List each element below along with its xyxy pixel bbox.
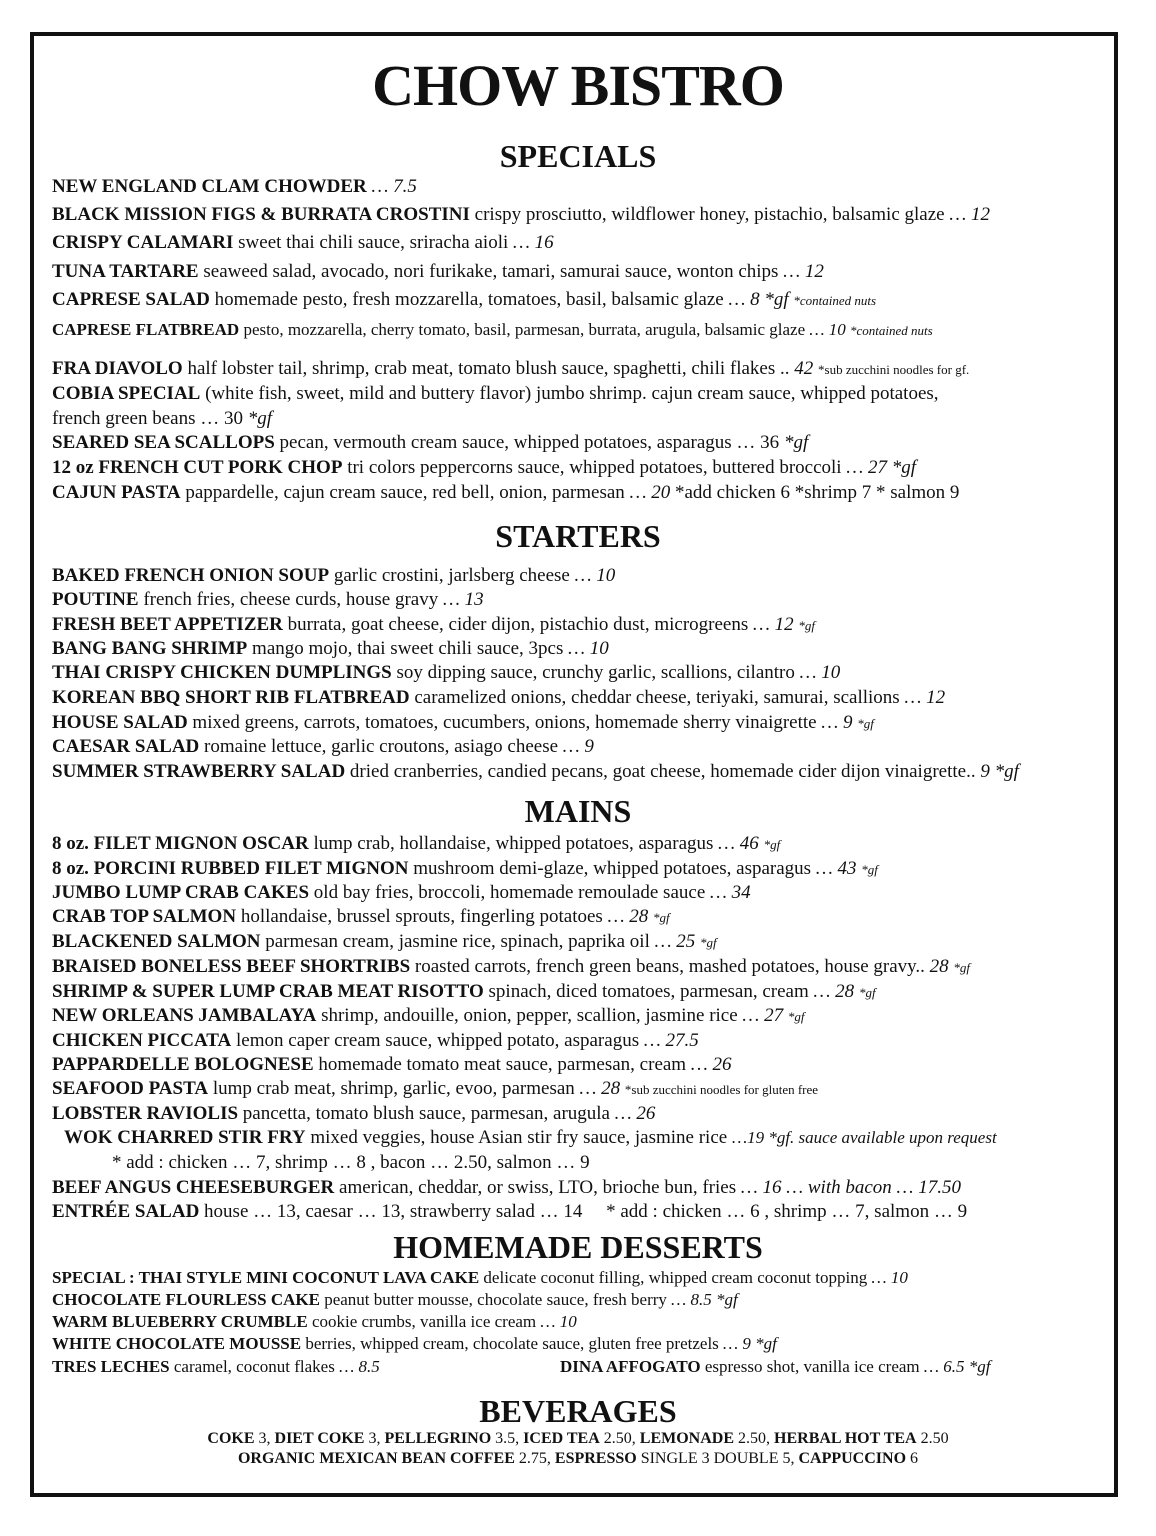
item-name: BAKED FRENCH ONION SOUP [52, 565, 330, 586]
item-name: CHOCOLATE FLOURLESS CAKE [52, 1290, 320, 1309]
item-price: … 27 *gf [846, 457, 917, 478]
menu-item [560, 1356, 990, 1378]
item-price: … 7.5 [371, 176, 417, 197]
item-price: … 8 *gf [728, 289, 789, 310]
item-desc: peanut butter mousse, chocolate sauce, fresh berry [324, 1290, 667, 1309]
menu-item [52, 261, 824, 283]
item-name: SUMMER STRAWBERRY SALAD [52, 761, 346, 782]
item-desc: spinach, diced tomatoes, parmesan, cream [488, 981, 809, 1002]
item-name: CRISPY CALAMARI [52, 232, 234, 253]
item-price: 28 [929, 956, 949, 977]
item-price: * add : chicken … 6 , shrimp … 7, salmon … 9 [606, 1201, 968, 1222]
beverage-price: SINGLE 3 DOUBLE 5, [640, 1450, 795, 1467]
item-name: ENTRÉE SALAD [52, 1201, 200, 1222]
menu-item [52, 712, 874, 735]
item-price: … 20 [629, 482, 671, 503]
item-price: … 10 [871, 1268, 908, 1287]
item-desc: pappardelle, cajun cream sauce, red bell, onion, parmesan [185, 482, 625, 503]
beverage-name: ORGANIC MEXICAN BEAN COFFEE [237, 1450, 515, 1467]
beverage-price: 3, [258, 1430, 271, 1447]
menu-item [52, 662, 840, 684]
section-title-starters: STARTERS [495, 518, 661, 554]
item-desc: homemade tomato meat sauce, parmesan, cream [318, 1054, 687, 1075]
item-desc: mushroom demi-glaze, whipped potatoes, asparagus [413, 858, 812, 879]
menu-item [52, 1289, 738, 1311]
item-desc: (white fish, sweet, mild and buttery flavor) jumbo shrimp. cajun cream sauce, whipped potatoes, [205, 383, 939, 404]
item-gf: *gf [857, 716, 874, 731]
item-name: SEAFOOD PASTA [52, 1078, 209, 1099]
menu-item [52, 614, 815, 637]
item-name: BLACKENED SALMON [52, 931, 261, 952]
item-price: … 8.5 *gf [671, 1290, 738, 1309]
item-note: *contained nuts [793, 293, 877, 308]
item-desc: shrimp, andouille, onion, pepper, scallion, jasmine rice [321, 1005, 738, 1026]
item-desc: parmesan cream, jasmine rice, spinach, paprika oil [265, 931, 650, 952]
item-note: *contained nuts [850, 323, 933, 338]
beverage-price: 3, [368, 1430, 381, 1447]
section-title-mains: MAINS [524, 793, 632, 829]
item-name: POUTINE [52, 589, 139, 610]
menu-item [52, 687, 945, 709]
item-note: *sub zucchini noodles for gf. [818, 362, 970, 377]
menu-item [52, 482, 959, 504]
item-price: *gf [783, 432, 809, 453]
item-name: DINA AFFOGATO [560, 1357, 701, 1376]
menu-item [52, 1005, 804, 1028]
item-price: *gf [247, 408, 273, 429]
item-desc: burrata, goat cheese, cider dijon, pistachio dust, microgreens [287, 614, 749, 635]
item-price: … 13 [442, 589, 484, 610]
item-desc: pecan, vermouth cream sauce, whipped potatoes, asparagus … 36 [279, 432, 780, 453]
item-price: … 46 [718, 833, 759, 854]
item-price: … 6.5 *gf [923, 1357, 991, 1376]
item-desc: dried cranberries, candied pecans, goat cheese, homemade cider dijon vinaigrette.. [349, 761, 976, 782]
beverage-name: ICED TEA [523, 1430, 600, 1447]
item-name: WOK CHARRED STIR FRY [64, 1127, 306, 1148]
menu-item [52, 457, 916, 479]
item-name: BRAISED BONELESS BEEF SHORTRIBS [52, 956, 411, 977]
item-price: … 16 … with bacon … 17.50 [740, 1177, 961, 1198]
menu-item [52, 358, 969, 381]
item-desc: crispy prosciutto, wildflower honey, pistachio, balsamic glaze [474, 204, 945, 225]
item-name: WHITE CHOCOLATE MOUSSE [52, 1334, 302, 1353]
item-gf: *gf [763, 837, 781, 852]
item-price: … 12 [904, 687, 946, 708]
item-desc: romaine lettuce, garlic croutons, asiago cheese [204, 736, 559, 757]
item-price: … 26 [614, 1103, 656, 1124]
item-desc: garlic crostini, jarlsberg cheese [333, 565, 570, 586]
menu-item [52, 1201, 967, 1223]
item-desc: hollandaise, brussel sprouts, fingerling potatoes [240, 906, 603, 927]
beverage-name: PELLEGRINO [384, 1430, 492, 1447]
item-name: CAPRESE SALAD [52, 289, 210, 310]
beverage-name: COKE [207, 1430, 255, 1447]
item-name: KOREAN BBQ SHORT RIB FLATBREAD [52, 687, 410, 708]
item-name: TRES LECHES [52, 1357, 170, 1376]
section-title-beverages: BEVERAGES [479, 1393, 677, 1429]
menu-item [52, 1311, 577, 1333]
item-price: … 10 [540, 1312, 577, 1331]
menu-item [52, 833, 780, 856]
beverage-name: DIET COKE [274, 1430, 365, 1447]
item-price: … 34 [710, 882, 751, 903]
menu-item [52, 1030, 699, 1052]
item-desc: lump crab, hollandaise, whipped potatoes, asparagus [313, 833, 714, 854]
menu-item-addons [112, 1152, 590, 1174]
menu-item [52, 1267, 908, 1289]
item-desc: french fries, cheese curds, house gravy [143, 589, 439, 610]
item-desc: * add : chicken … 7, shrimp … 8 , bacon … 2.50, salmon … 9 [112, 1152, 590, 1173]
item-price: … 10 [568, 638, 609, 659]
item-name: 8 oz. FILET MIGNON OSCAR [52, 833, 309, 854]
item-gf: *gf [953, 960, 971, 975]
item-name: LOBSTER RAVIOLIS [52, 1103, 239, 1124]
item-gf: *gf [700, 935, 717, 950]
item-price: … 16 [513, 232, 554, 253]
item-name: BANG BANG SHRIMP [52, 638, 248, 659]
restaurant-title: CHOW BISTRO [372, 53, 784, 118]
item-desc: cookie crumbs, vanilla ice cream [311, 1312, 537, 1331]
beverage-price: 2.50, [603, 1430, 636, 1447]
item-price: … 43 [815, 858, 857, 879]
item-desc: pancetta, tomato blush sauce, parmesan, arugula [242, 1103, 610, 1124]
item-name: HOUSE SALAD [52, 712, 188, 733]
item-desc: caramelized onions, cheddar cheese, teriyaki, samurai, scallions [414, 687, 900, 708]
beverage-name: LEMONADE [639, 1430, 735, 1447]
item-price: … 28 [813, 981, 855, 1002]
menu-item [64, 1127, 997, 1149]
menu-item [52, 906, 670, 929]
item-name: CAPRESE FLATBREAD [52, 320, 240, 339]
menu-item [52, 383, 939, 405]
menu-item [52, 956, 970, 979]
item-desc: tri colors peppercorns sauce, whipped potatoes, buttered broccoli [347, 457, 842, 478]
menu-item [52, 565, 615, 587]
item-price: … 9 *gf [723, 1334, 777, 1353]
item-price: … 28 [607, 906, 649, 927]
beverage-price: 2.75, [518, 1450, 551, 1467]
item-price: … 25 [654, 931, 696, 952]
item-name: CHICKEN PICCATA [52, 1030, 232, 1051]
item-desc: french green beans … 30 [52, 408, 243, 429]
item-desc: old bay fries, broccoli, homemade remoulade sauce [313, 882, 706, 903]
menu-item [52, 432, 808, 454]
item-name: CAESAR SALAD [52, 736, 200, 757]
menu-item [52, 761, 1019, 783]
item-name: NEW ENGLAND CLAM CHOWDER [52, 176, 367, 197]
item-desc: house … 13, caesar … 13, strawberry salad … 14 [204, 1201, 583, 1222]
beverage-line [0, 1430, 1156, 1448]
item-desc: mango mojo, thai sweet chili sauce, 3pcs [252, 638, 564, 659]
item-desc: delicate coconut filling, whipped cream coconut topping [483, 1268, 868, 1287]
section-title-desserts: HOMEMADE DESSERTS [393, 1229, 763, 1265]
item-gf: *gf [787, 1009, 805, 1024]
item-note: *sub zucchini noodles for gluten free [624, 1082, 819, 1097]
menu-item [52, 858, 878, 881]
item-desc: homemade pesto, fresh mozzarella, tomatoes, basil, balsamic glaze [214, 289, 724, 310]
menu-item [52, 1078, 818, 1101]
menu-item [52, 589, 484, 611]
item-name: CRAB TOP SALMON [52, 906, 237, 927]
item-price: … 27 [742, 1005, 784, 1026]
item-price: … 10 [809, 320, 846, 339]
menu-item [52, 931, 717, 954]
beverage-line [0, 1450, 1156, 1468]
item-gf: *gf [798, 618, 816, 633]
item-price: …19 *gf. sauce available upon request [731, 1128, 997, 1147]
item-desc: mixed veggies, house Asian stir fry sauce, jasmine rice [310, 1127, 728, 1148]
item-desc: sweet thai chili sauce, sriracha aioli [238, 232, 509, 253]
item-desc: lemon caper cream sauce, whipped potato, asparagus [236, 1030, 640, 1051]
item-note: *add chicken 6 *shrimp 7 * salmon 9 [674, 482, 960, 503]
beverage-price: 2.50 [920, 1430, 949, 1447]
menu-item-continued [52, 408, 272, 430]
menu-item [52, 232, 554, 254]
menu-item [52, 1103, 655, 1125]
item-gf: *gf [652, 910, 670, 925]
menu-item [52, 289, 876, 312]
item-price: … 26 [690, 1054, 732, 1075]
item-desc: half lobster tail, shrimp, crab meat, tomato blush sauce, spaghetti, chili flakes .. [187, 358, 790, 379]
beverage-price: 2.50, [738, 1430, 771, 1447]
item-desc: mixed greens, carrots, tomatoes, cucumbers, onions, homemade sherry vinaigrette [192, 712, 817, 733]
menu-item [52, 319, 933, 342]
item-name: TUNA TARTARE [52, 261, 199, 282]
menu-item [52, 176, 417, 198]
item-desc: caramel, coconut flakes [173, 1357, 335, 1376]
item-price: … 10 [574, 565, 616, 586]
item-name: BLACK MISSION FIGS & BURRATA CROSTINI [52, 204, 470, 225]
item-price: … 28 [579, 1078, 621, 1099]
item-name: SPECIAL : THAI STYLE MINI COCONUT LAVA CAKE [52, 1268, 480, 1287]
item-price: … 9 [562, 736, 594, 757]
menu-item [52, 1333, 777, 1355]
item-name: NEW ORLEANS JAMBALAYA [52, 1005, 317, 1026]
item-name: THAI CRISPY CHICKEN DUMPLINGS [52, 662, 392, 683]
item-price: … 12 [752, 614, 794, 635]
item-desc: seaweed salad, avocado, nori furikake, tamari, samurai sauce, wonton chips [203, 261, 779, 282]
item-name: FRA DIAVOLO [52, 358, 183, 379]
beverage-price: 3.5, [495, 1430, 520, 1447]
item-price: … 12 [949, 204, 991, 225]
menu-item [52, 1356, 380, 1378]
item-name: 12 oz FRENCH CUT PORK CHOP [52, 457, 343, 478]
menu-item [52, 638, 609, 660]
item-price: … 12 [783, 261, 824, 282]
beverage-name: HERBAL HOT TEA [774, 1430, 917, 1447]
item-price: … 9 [821, 712, 853, 733]
item-desc: espresso shot, vanilla ice cream [704, 1357, 920, 1376]
item-name: WARM BLUEBERRY CRUMBLE [52, 1312, 308, 1331]
item-name: SHRIMP & SUPER LUMP CRAB MEAT RISOTTO [52, 981, 484, 1002]
menu-item [52, 204, 990, 226]
beverage-price: 6 [910, 1450, 919, 1467]
item-name: SEARED SEA SCALLOPS [52, 432, 275, 453]
item-price: … 8.5 [339, 1357, 380, 1376]
item-desc: lump crab meat, shrimp, garlic, evoo, parmesan [212, 1078, 575, 1099]
beverage-name: ESPRESSO [554, 1450, 637, 1467]
item-name: JUMBO LUMP CRAB CAKES [52, 882, 310, 903]
item-name: PAPPARDELLE BOLOGNESE [52, 1054, 314, 1075]
item-name: CAJUN PASTA [52, 482, 181, 503]
menu-item [52, 1054, 732, 1076]
item-gf: *gf [861, 862, 878, 877]
item-desc: american, cheddar, or swiss, LTO, brioche bun, fries [339, 1177, 737, 1198]
item-price: 9 *gf [980, 761, 1019, 782]
item-gf: *gf [858, 985, 876, 1000]
item-name: 8 oz. PORCINI RUBBED FILET MIGNON [52, 858, 409, 879]
section-title-specials: SPECIALS [499, 138, 657, 174]
menu-item [52, 736, 594, 758]
item-desc: pesto, mozzarella, cherry tomato, basil, parmesan, burrata, arugula, balsamic glaze [243, 320, 806, 339]
item-name: BEEF ANGUS CHEESEBURGER [52, 1177, 335, 1198]
item-desc: soy dipping sauce, crunchy garlic, scallions, cilantro [396, 662, 795, 683]
menu-item [52, 1177, 961, 1199]
item-price: 42 [794, 358, 814, 379]
beverage-name: CAPPUCCINO [798, 1450, 907, 1467]
item-name: COBIA SPECIAL [52, 383, 201, 404]
item-desc: berries, whipped cream, chocolate sauce, gluten free pretzels [305, 1334, 719, 1353]
menu-item [52, 981, 876, 1004]
menu-item [52, 882, 751, 904]
item-name: FRESH BEET APPETIZER [52, 614, 283, 635]
item-price: … 27.5 [643, 1030, 699, 1051]
item-price: … 10 [799, 662, 841, 683]
item-desc: roasted carrots, french green beans, mashed potatoes, house gravy.. [414, 956, 925, 977]
